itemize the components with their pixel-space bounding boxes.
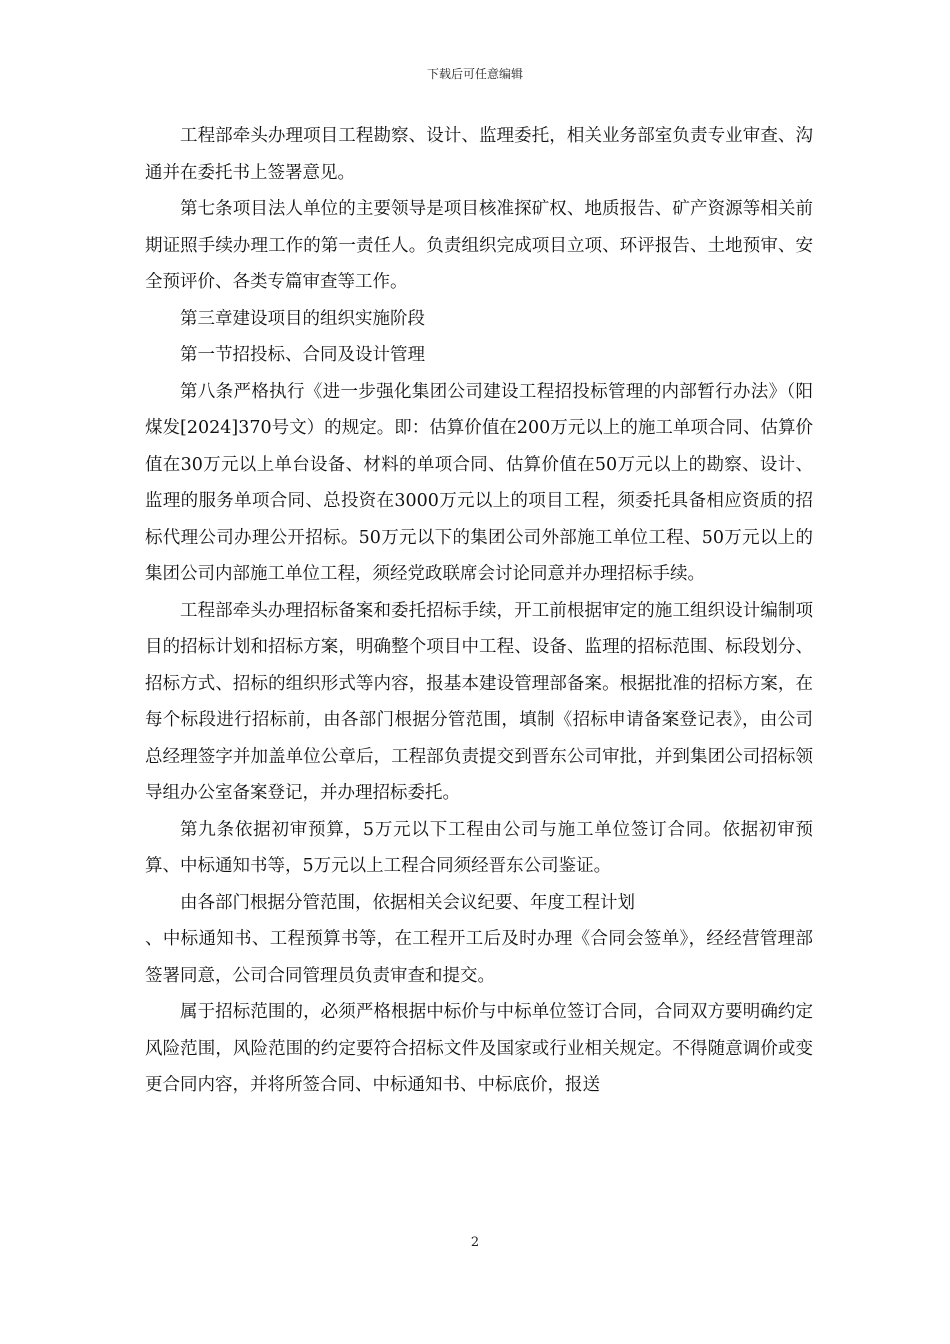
page-number: 2 (470, 1235, 480, 1250)
paragraph-bidding-filing: 工程部牵头办理招标备案和委托招标手续，开工前根据审定的施工组织设计编制项目的招标计划和招标方案，明确整个项目中工程、设备、监理的招标范围、标段划分、招标方式、招标的组织形式等内容，报基本建设管理部备案。根据批准的招标方案，在每个标段进行招标前，由各部门根据分管范围，填制《招标申请备案登记表》，由公司总经理签字并加盖单位公章后，工程部负责提交到晋东公司审批，并到集团公司招标领导组办公室备案登记，并办理招标委托。 (145, 600, 813, 803)
page-header: 下载后可任意编辑 (426, 67, 523, 81)
paragraph-article-9: 第九条依据初审预算，5万元以下工程由公司与施工单位签订合同。依据初审预算、中标通知书等，5万元以上工程合同须经晋东公司鉴证。 (145, 819, 813, 876)
paragraph-bidding-scope: 属于招标范围的，必须严格根据中标价与中标单位签订合同，合同双方要明确约定风险范围，风险范围的约定要符合招标文件及国家或行业相关规定。不得随意调价或变更合同内容，并将所签合同、中标通知书、中标底价，报送 (145, 1002, 813, 1095)
paragraph-departments: 由各部门根据分管范围，依据相关会议纪要、年度工程计划 (180, 892, 635, 913)
paragraph-1: 工程部牵头办理项目工程勘察、设计、监理委托，相关业务部室负责专业审查、沟通并在委托书上签署意见。 (145, 126, 813, 183)
document-body (145, 118, 813, 1104)
section-1-heading: 第一节招投标、合同及设计管理 (180, 345, 425, 365)
paragraph-article-8: 第八条严格执行《进一步强化集团公司建设工程招投标管理的内部暂行办法》（阳煤发[2024]370号文）的规定。即：估算价值在200万元以上的施工单项合同、估算价值在30万元以上单台设备、材料的单项合同、估算价值在50万元以上的勘察、设计、监理的服务单项合同、总投资在3000万元以上的项目工程，须委托具备相应资质的招标代理公司办理公开招标。50万元以下的集团公司外部施工单位工程、50万元以上的集团公司内部施工单位工程，须经党政联席会讨论同意并办理招标手续。 (145, 381, 813, 584)
chapter-3-heading: 第三章建设项目的组织实施阶段 (180, 308, 425, 329)
paragraph-contract-signoff: 、中标通知书、工程预算书等，在工程开工后及时办理《合同会签单》，经经营管理部签署同意，公司合同管理员负责审查和提交。 (145, 929, 813, 986)
paragraph-article-7: 第七条项目法人单位的主要领导是项目核准探矿权、地质报告、矿产资源等相关前期证照手续办理工作的第一责任人。负责组织完成项目立项、环评报告、土地预审、安全预评价、各类专篇审查等工作。 (145, 199, 813, 292)
